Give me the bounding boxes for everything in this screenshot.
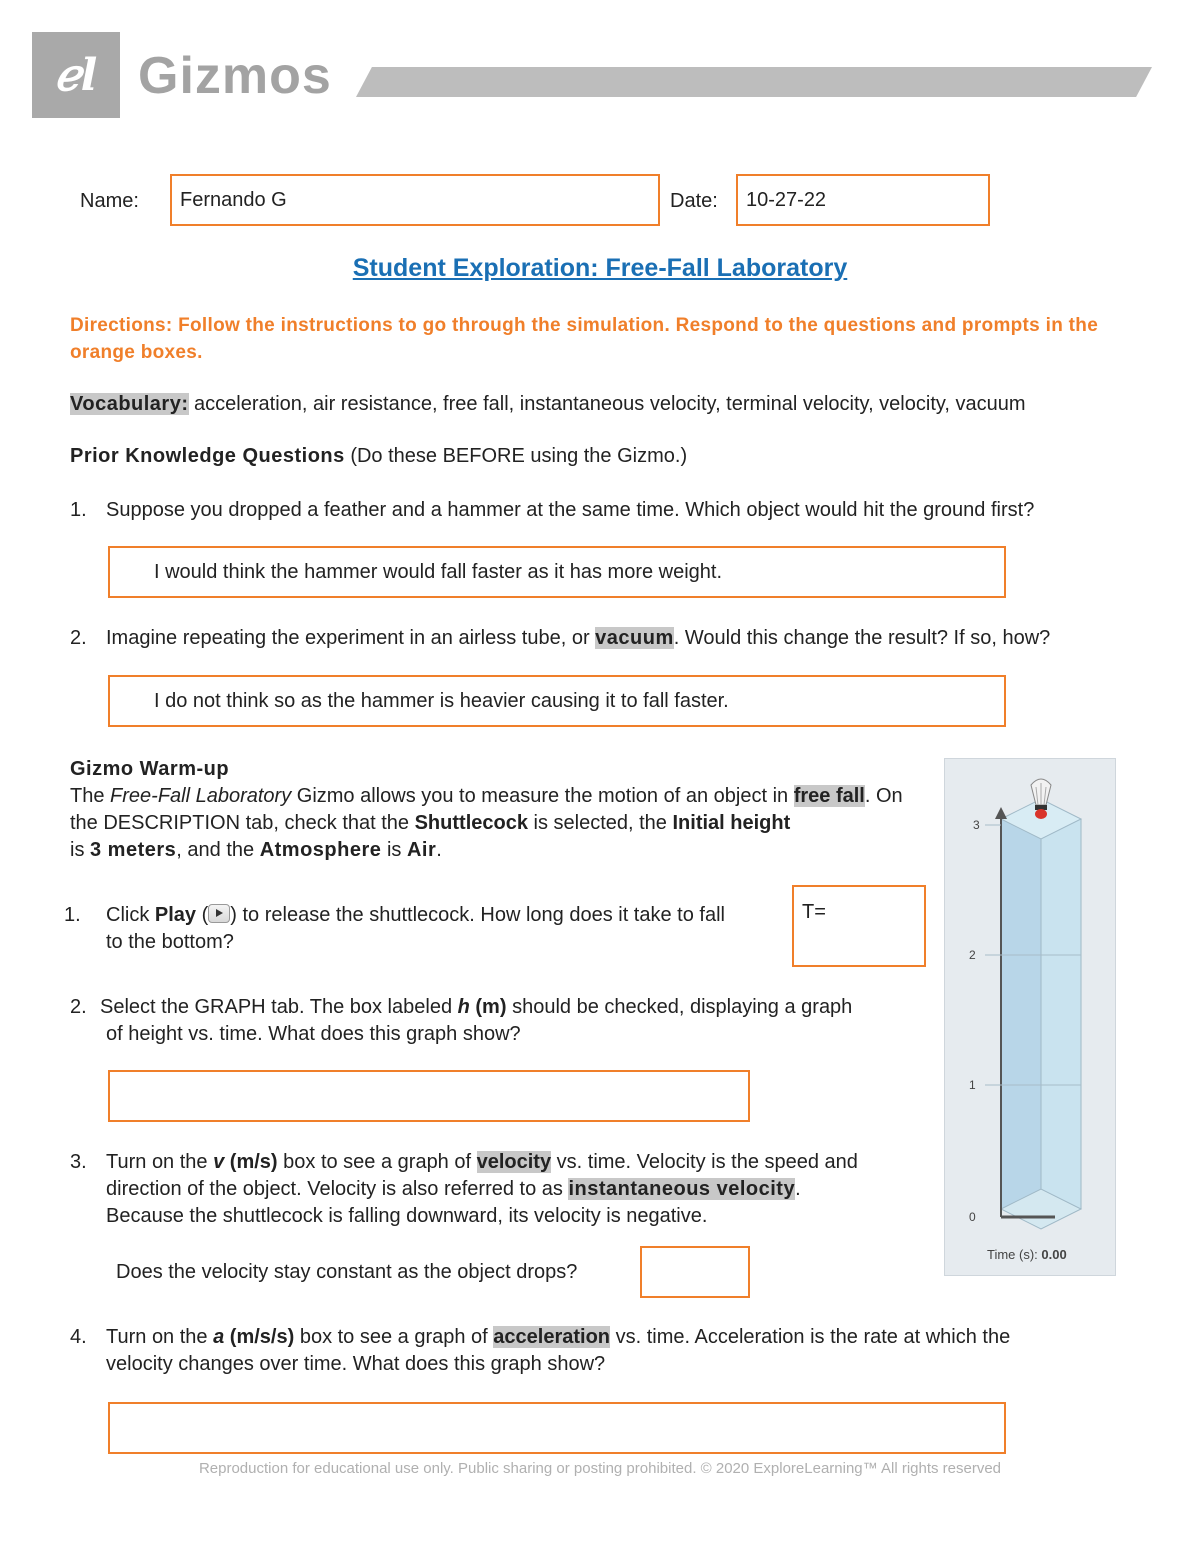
question-text-end: . Would this change the result? If so, how? — [673, 627, 1051, 649]
prior-question-1 — [70, 497, 1170, 524]
a-symbol: a — [213, 1326, 225, 1348]
tick-label-2: 2 — [969, 948, 976, 962]
v-unit: (m/s) — [224, 1151, 278, 1173]
question-text: Imagine repeating the experiment in an airless tube, or — [106, 627, 596, 649]
time-readout — [987, 1247, 1067, 1262]
text: Select the GRAPH tab. The box labeled — [100, 996, 458, 1018]
text: ) to release the shuttlecock. How long does it take to fall — [230, 904, 725, 926]
answer-box-prior-2[interactable]: I do not think so as the hammer is heavier causing it to fall faster. — [108, 675, 1006, 727]
explorelearning-logo — [32, 32, 120, 118]
header-bar — [356, 67, 1152, 97]
free-fall-term: free fall — [793, 785, 865, 807]
warmup-question-1 — [106, 902, 796, 956]
date-field[interactable]: 10-27-22 — [736, 174, 990, 226]
question-number: 3. — [70, 1151, 87, 1173]
question-number: 4. — [70, 1326, 87, 1348]
vocabulary-label: Vocabulary: — [70, 393, 189, 415]
play-bold: Play — [154, 904, 197, 926]
answer-box-height-graph[interactable] — [108, 1070, 750, 1122]
air-bold: Air — [406, 839, 437, 861]
prior-note: (Do these BEFORE using the Gizmo.) — [344, 445, 688, 467]
h-unit: (m) — [469, 996, 507, 1018]
gizmo-name: Free-Fall Laboratory — [110, 785, 292, 807]
text: of height vs. time. What does this graph show? — [106, 1023, 521, 1045]
free-fall-tube-diagram — [945, 759, 1115, 1275]
velocity-constant-question: Does the velocity stay constant as the object drops? — [116, 1261, 578, 1283]
date-label: Date: — [670, 190, 718, 212]
text: box to see a graph of — [294, 1326, 494, 1348]
answer-box-velocity[interactable] — [640, 1246, 750, 1298]
text: vs. time. Velocity is the speed and — [551, 1151, 858, 1173]
text: . — [795, 1178, 801, 1200]
answer-box-prior-1[interactable]: I would think the hammer would fall faster as it has more weight. — [108, 546, 1006, 598]
text: Turn on the — [106, 1326, 214, 1348]
brand-name: Gizmos — [138, 47, 332, 105]
prior-knowledge-heading — [70, 443, 1150, 470]
text: . — [436, 839, 442, 861]
shuttlecock-bold: Shuttlecock — [414, 812, 528, 834]
name-field[interactable]: Fernando G — [170, 174, 660, 226]
simulation-screenshot — [944, 758, 1116, 1276]
warmup-question-3 — [70, 1149, 940, 1230]
atmosphere-bold: Atmosphere — [259, 839, 382, 861]
height-value-bold: 3 meters — [90, 839, 177, 861]
text: is selected, the — [527, 812, 673, 834]
answer-box-time[interactable]: T= — [792, 885, 926, 967]
text: is — [381, 839, 407, 861]
text: to the bottom? — [106, 931, 234, 953]
time-value: 0.00 — [1041, 1247, 1067, 1262]
text: direction of the object. Velocity is also referred to as — [106, 1178, 569, 1200]
text: ( — [196, 904, 209, 926]
prior-heading: Prior Knowledge Questions — [70, 445, 345, 467]
text: Click — [106, 904, 155, 926]
question-number: 2. — [70, 996, 87, 1018]
text: The — [70, 785, 111, 807]
question-number: 1. — [64, 904, 81, 926]
velocity-term: velocity — [476, 1151, 552, 1173]
question-number: 1. — [70, 499, 87, 521]
prior-question-2 — [70, 625, 1170, 652]
text: should be checked, displaying a graph — [506, 996, 853, 1018]
name-label: Name: — [80, 190, 139, 212]
page-title: Student Exploration: Free-Fall Laboratory — [352, 254, 848, 282]
text: vs. time. Acceleration is the rate at which the — [610, 1326, 1011, 1348]
warmup-intro — [70, 756, 930, 864]
answer-box-acceleration-graph[interactable] — [108, 1402, 1006, 1454]
text: Gizmo allows you to measure the motion of an object in — [291, 785, 794, 807]
question-number: 2. — [70, 627, 87, 649]
text: velocity changes over time. What does this graph show? — [106, 1353, 606, 1375]
vocabulary-terms: acceleration, air resistance, free fall, instantaneous velocity, terminal velocity, velocity, vacuum — [188, 393, 1026, 415]
directions: Directions: Follow the instructions to go through the simulation. Respond to the questions and prompts in the orange boxes. — [70, 315, 1099, 363]
v-symbol: v — [213, 1151, 225, 1173]
text: , and the — [176, 839, 260, 861]
initial-height-bold: Initial height — [672, 812, 791, 834]
text: is — [70, 839, 90, 861]
tick-label-0: 0 — [969, 1210, 976, 1224]
warmup-heading: Gizmo Warm-up — [70, 758, 230, 780]
instantaneous-velocity-term: instantaneous velocity — [568, 1178, 796, 1200]
vocabulary — [70, 391, 1150, 418]
tick-label-3: 3 — [973, 818, 980, 832]
vacuum-term: vacuum — [595, 627, 674, 649]
h-symbol: h — [457, 996, 470, 1018]
logo-mark: ℯl — [54, 49, 98, 101]
tick-label-1: 1 — [969, 1078, 976, 1092]
warmup-question-4 — [70, 1324, 1170, 1378]
text: . On the DESCRIPTION tab, check that the — [70, 785, 903, 834]
time-label: Time (s): — [987, 1247, 1042, 1262]
question-text: Suppose you dropped a feather and a hammer at the same time. Which object would hit the ground first? — [106, 499, 1035, 521]
text: Turn on the — [106, 1151, 214, 1173]
text: box to see a graph of — [277, 1151, 477, 1173]
text: Because the shuttlecock is falling downward, its velocity is negative. — [106, 1205, 708, 1227]
play-icon — [208, 904, 230, 923]
warmup-question-2 — [70, 994, 930, 1048]
acceleration-term: acceleration — [493, 1326, 611, 1348]
a-unit: (m/s/s) — [224, 1326, 295, 1348]
footer-copyright: Reproduction for educational use only. Public sharing or posting prohibited. © 2020 ExploreLearning™ All rights reserved — [198, 1460, 1002, 1477]
